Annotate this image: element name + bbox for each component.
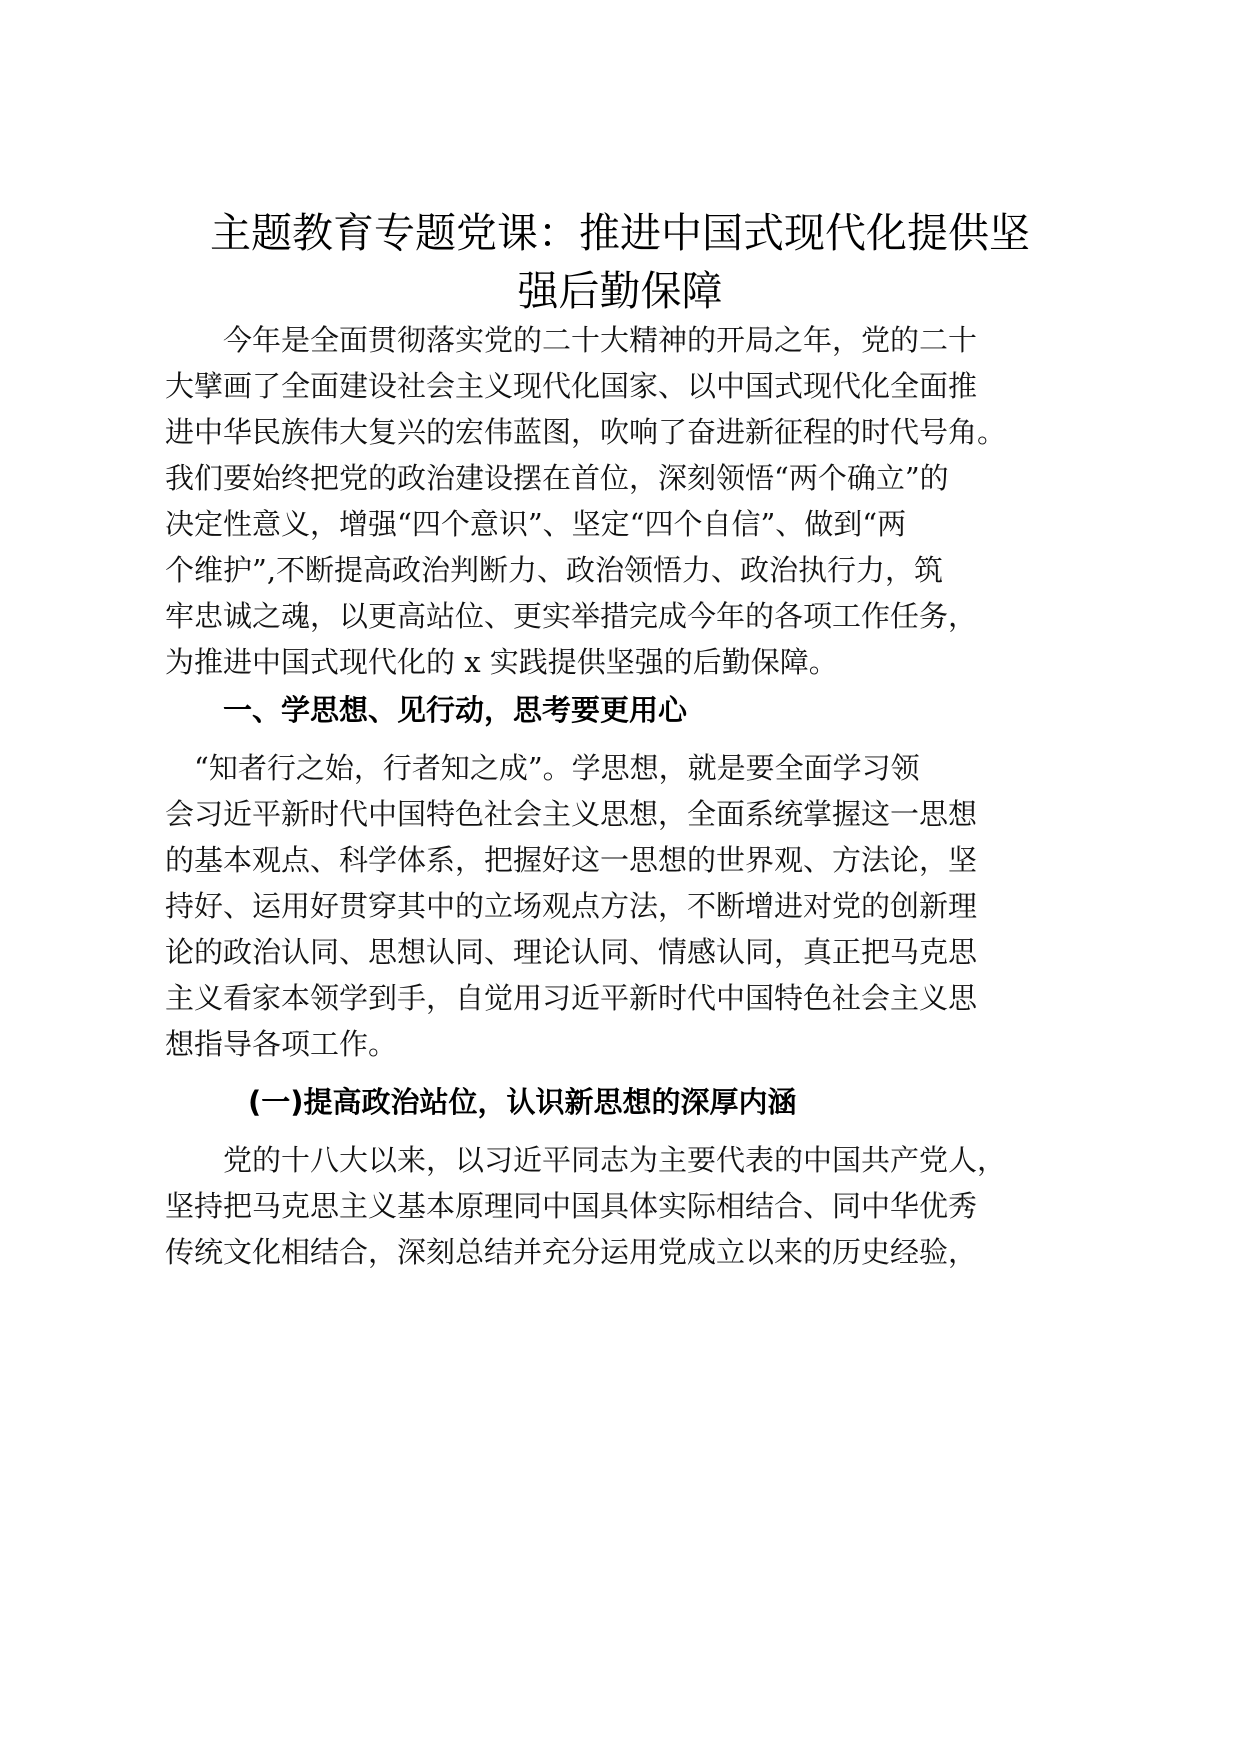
section1-line: 主义看家本领学到手，自觉用习近平新时代中国特色社会主义思: [165, 981, 978, 1015]
subsection-heading: (一)提高政治站位，认识新思想的深厚内涵: [248, 1085, 797, 1119]
subsection1-line: 坚持把马克思主义基本原理同中国具体实际相结合、同中华优秀: [165, 1189, 978, 1223]
section1-line: 想指导各项工作。: [165, 1027, 398, 1061]
intro-line: 决定性意义，增强“四个意识”、坚定“四个自信”、做到“两: [165, 507, 907, 541]
intro-line: 为推进中国式现代化的 x 实践提供坚强的后勤保障。: [165, 645, 838, 679]
intro-line: 进中华民族伟大复兴的宏伟蓝图，吹响了奋进新征程的时代号角。: [165, 415, 1007, 449]
section1-line: “知者行之始，行者知之成”。学思想，就是要全面学习领: [165, 751, 920, 785]
subsection1-line: 党的十八大以来，以习近平同志为主要代表的中国共产党人，: [165, 1143, 1007, 1177]
intro-line: 今年是全面贯彻落实党的二十大精神的开局之年，党的二十: [165, 323, 978, 357]
section1-line: 持好、运用好贯穿其中的立场观点方法，不断增进对党的创新理: [165, 889, 978, 923]
intro-line: 我们要始终把党的政治建设摆在首位，深刻领悟“两个确立”的: [165, 461, 949, 495]
section1-line: 的基本观点、科学体系，把握好这一思想的世界观、方法论，坚: [165, 843, 978, 877]
title-line-2: 强后勤保障: [517, 267, 723, 315]
title-line-1: 主题教育专题党课：推进中国式现代化提供坚: [210, 209, 1030, 257]
section1-line: 会习近平新时代中国特色社会主义思想，全面系统掌握这一思想: [165, 797, 978, 831]
intro-line: 大擘画了全面建设社会主义现代化国家、以中国式现代化全面推: [165, 369, 978, 403]
intro-line: 个维护”,不断提高政治判断力、政治领悟力、政治执行力，筑: [165, 553, 944, 587]
document-title: [160, 204, 1080, 320]
subsection1-line: 传统文化相结合，深刻总结并充分运用党成立以来的历史经验，: [165, 1235, 978, 1269]
intro-line: 牢忠诚之魂，以更高站位、更实举措完成今年的各项工作任务，: [165, 599, 978, 633]
section-heading: 一、学思想、见行动，思考要更用心: [223, 693, 688, 727]
section1-line: 论的政治认同、思想认同、理论认同、情感认同，真正把马克思: [165, 935, 978, 969]
